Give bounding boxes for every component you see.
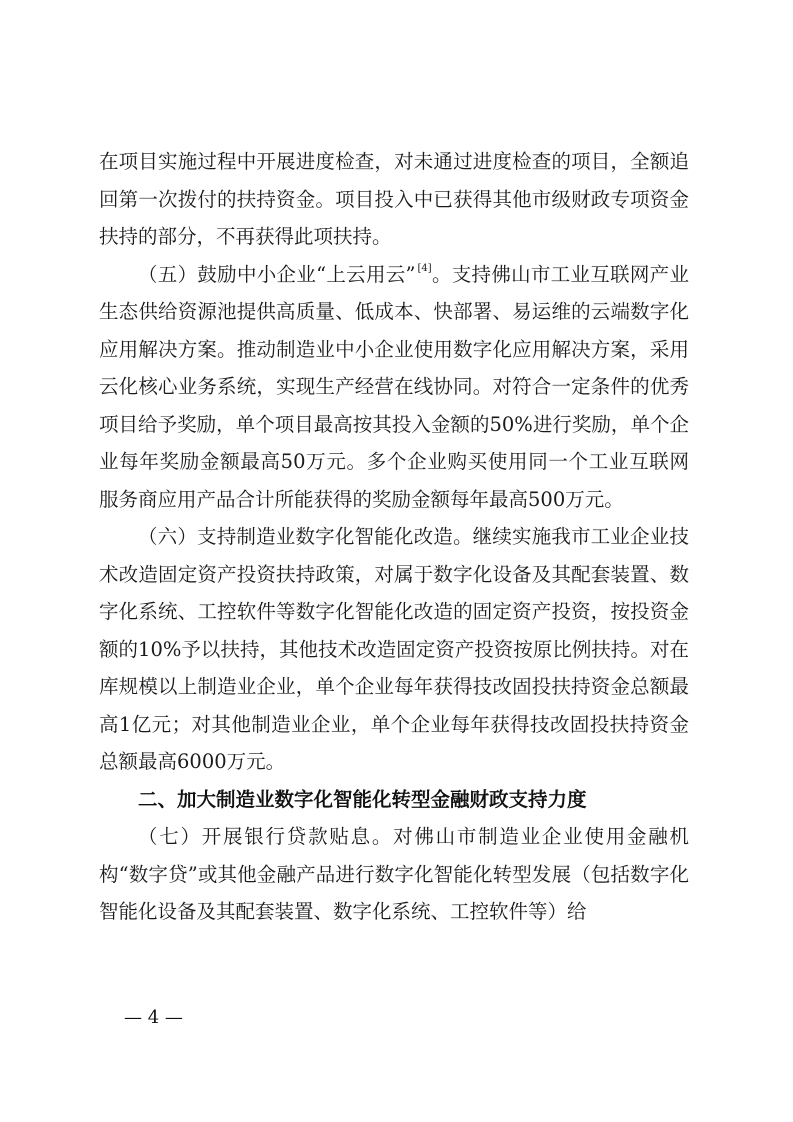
item-7-lead: （七）开展银行贷款贴息 [138,825,372,848]
item-6-lead: （六）支持制造业数字化智能化改造 [138,525,453,548]
document-body [99,143,689,931]
paragraph-text: 在项目实施过程中开展进度检查，对未通过进度检查的项目，全额追回第一次拨付的扶持资金。项目投入中已获得其他市级财政专项资金扶持的部分，不再获得此项扶持。 [99,150,689,248]
section-heading-2: 二、加大制造业数字化智能化转型金融财政支持力度 [138,787,587,811]
item-7-body: 。对佛山市制造业企业使用金融机构“数字贷”或其他金融产品进行数字化智能化转型发展（包括数字化智能化设备及其配套装置、数字化系统、工控软件等）给 [99,825,689,923]
page-number: — 4 — [124,1007,183,1028]
footnote-reference[interactable]: [4] [417,262,432,274]
paragraph-item-7 [99,818,689,931]
item-5-body: 。支持佛山市工业互联网产业生态供给资源池提供高质量、低成本、快部署、易运维的云端数字化应用解决方案。推动制造业中小企业使用数字化应用解决方案，采用云化核心业务系统，实现生产经营在线协同。对符合一定条件的优秀项目给予奖励，单个项目最高按其投入金额的50%进行奖励，单个企业每年奖励金额最高50万元。多个企业购买使用同一个工业互联网服务商应用产品合计所能获得的奖励金额每年最高500万元。 [99,262,689,511]
item-5-lead: （五）鼓励中小企业“上云用云” [138,262,416,286]
paragraph-item-5 [99,256,689,519]
paragraph-item-6 [99,518,689,781]
paragraph-continuation [99,143,689,256]
item-6-body: 。继续实施我市工业企业技术改造固定资产投资扶持政策，对属于数字化设备及其配套装置、数字化系统、工控软件等数字化智能化改造的固定资产投资，按投资金额的10%予以扶持，其他技术改造固定资产投资按原比例扶持。对在库规模以上制造业企业，单个企业每年获得技改固投扶持资金总额最高1亿元；对其他制造业企业，单个企业每年获得技改固投扶持资金总额最高6000万元。 [99,525,689,773]
